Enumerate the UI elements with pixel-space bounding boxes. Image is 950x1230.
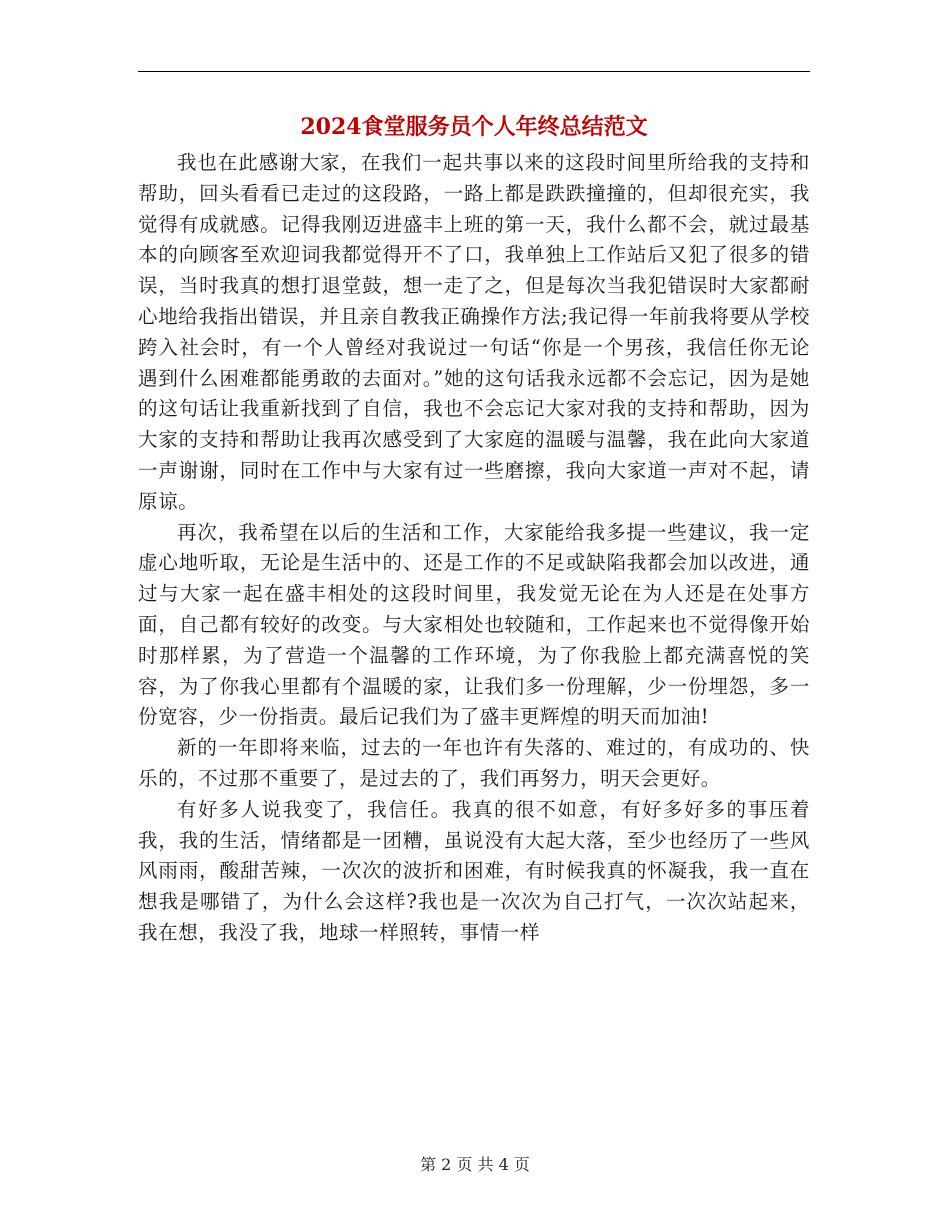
paragraph-1: 我也在此感谢大家，在我们一起共事以来的这段时间里所给我的支持和帮助，回头看看已走过的这段路，一路上都是跌跌撞撞的，但却很充实，我觉得有成就感。记得我刚迈进盛丰上班的第一天，我什么都不会，就过最基本的向顾客至欢迎词我都觉得开不了口，我单独上工作站后又犯了很多的错误，当时我真的想打退堂鼓，想一走了之，但是每次当我犯错误时大家都耐心地给我指出错误，并且亲自教我正确操作方法;我记得一年前我将要从学校跨入社会时，有一个人曾经对我说过一句话“你是一个男孩，我信任你无论遇到什么困难都能勇敢的去面对。”她的这句话我永远都不会忘记，因为是她的这句话让我重新找到了自信，我也不会忘记大家对我的支持和帮助，因为大家的支持和帮助让我再次感受到了大家庭的温暖与温馨，我在此向大家道一声谢谢，同时在工作中与大家有过一些磨擦，我向大家道一声对不起，请原谅。 xyxy=(138,151,810,513)
paragraph-2: 再次，我希望在以后的生活和工作，大家能给我多提一些建议，我一定虚心地听取，无论是生活中的、还是工作的不足或缺陷我都会加以改进，通过与大家一起在盛丰相处的这段时间里，我发觉无论在为人还是在处事方面，自己都有较好的改变。与大家相处也较随和，工作起来也不觉得像开始时那样累，为了营造一个温馨的工作环境，为了你我脸上都充满喜悦的笑容，为了你我心里都有个温暖的家，让我们多一份理解，少一份埋怨，多一份宽容，少一份指责。最后记我们为了盛丰更辉煌的明天而加油! xyxy=(138,520,810,729)
page-number: 第 2 页 共 4 页 xyxy=(420,1155,530,1174)
document-title: 2024食堂服务员个人年终总结范文 xyxy=(300,114,648,140)
paragraph-4: 有好多人说我变了，我信任。我真的很不如意，有好多好多的事压着我，我的生活，情绪都是一团糟，虽说没有大起大落，至少也经历了一些风风雨雨，酸甜苦辣，一次次的波折和困难，有时候我真的怀凝我，我一直在想我是哪错了，为什么会这样?我也是一次次为自己打气，一次次站起来，我在想，我没了我，地球一样照转，事情一样 xyxy=(138,797,810,944)
document-body xyxy=(138,148,810,949)
paragraph-3: 新的一年即将来临，过去的一年也许有失落的、难过的，有成功的、快乐的，不过那不重要了，是过去的了，我们再努力，明天会更好。 xyxy=(138,736,810,790)
header-rule xyxy=(138,71,810,72)
